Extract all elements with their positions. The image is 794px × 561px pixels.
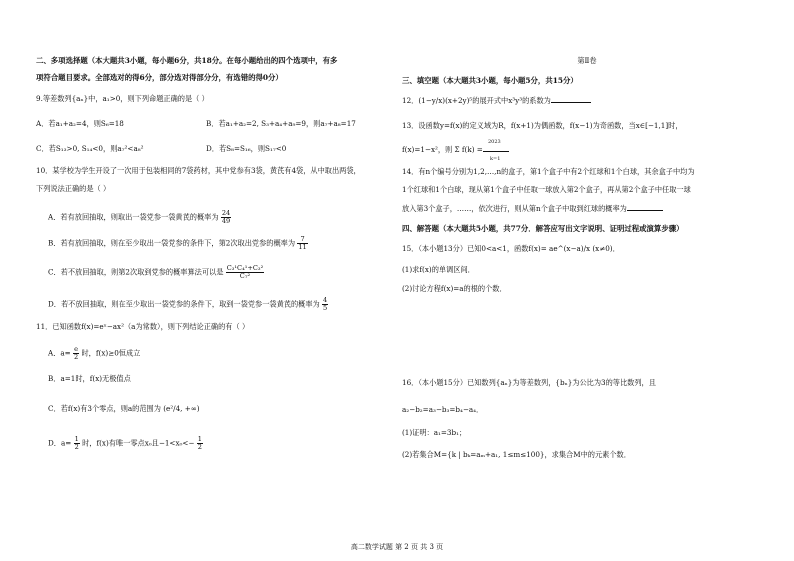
q10-d-numerator: 4 (323, 296, 328, 304)
section4-title: 四、解答题（本大题共5小题，共77分．解答应写出文字说明、证明过程或演算步骤） (402, 224, 684, 233)
q10-option-c (48, 265, 264, 280)
q11-option-b: B．a=1时，f(x)无极值点 (48, 374, 131, 383)
q10-stem-line2: 下列说法正确的是（ ） (36, 184, 111, 193)
q14-line2: 1个红球和1个白球，现从第1个盒子中任取一球放入第2个盒子，再从第2个盒子中任取一球 (402, 185, 691, 194)
q10-a-numerator: 24 (221, 209, 231, 217)
q10-b-denominator: 11 (298, 243, 307, 251)
q11-option-a-prefix: A．a= (48, 348, 71, 358)
q10-option-a-fraction (221, 210, 231, 225)
q16-condition: a₂−b₂=a₃−b₃=b₄−a₄． (402, 405, 484, 414)
q10-option-d-fraction (322, 297, 328, 312)
q13-line1: 13．设函数y=f(x)的定义域为R，f(x+1)为偶函数，f(x−1)为奇函数，当x∈[−1,1]时， (402, 121, 683, 130)
q10-option-d (48, 297, 328, 312)
section2-title-line1: 二、多项选择题（本大题共3小题，每小题6分，共18分。在每小题给出的四个选项中，有多 (36, 56, 338, 65)
q11-stem: 11．已知函数f(x)=eˣ−ax²（a为常数），则下列结论正确的有（ ） (36, 322, 250, 331)
q15-part2: (2)讨论方程f(x)=a的根的个数． (402, 284, 507, 293)
q10-option-c-text: C．若不放回抽取，则第2次取到党参的概率算法可以是 (48, 267, 224, 277)
q10-d-denominator: 5 (323, 304, 328, 312)
q13-line2 (402, 139, 509, 162)
q12 (402, 96, 591, 106)
part-two-title: 第Ⅱ卷 (577, 56, 597, 65)
q10-option-d-text: D．若不放回抽取，则在至少取出一袋党参的条件下，取到一袋党参一袋黄芪的概率为 (48, 299, 320, 309)
q11-option-d-suffix: 时，f(x)有唯一零点x₀且−1<x₀<− (82, 438, 195, 448)
q11-option-c-text: C．若f(x)有3个零点，则a的范围为 (48, 404, 161, 413)
q10-option-b (48, 236, 308, 251)
q11-option-d-fraction-2 (197, 436, 203, 451)
q11-d-numerator-2: 1 (197, 435, 202, 443)
q12-answer-blank (551, 96, 591, 103)
q9-option-b: B．若a₁+a₂=2, S₃+a₄+a₉=9，则a₇+a₈=17 (206, 119, 356, 128)
q14-text: 放入第3个盒子，……，依次进行，则从第n个盒子中取到红球的概率为 (402, 204, 627, 213)
q11-option-a (48, 346, 140, 361)
q11-option-d-prefix: D．a= (48, 438, 72, 448)
q11-option-d-fraction (74, 436, 80, 451)
q13-sum-upper-limit: 2023 (488, 139, 501, 145)
q13-text: f(x)=1−x²，则 Σ f(k) = (402, 145, 483, 154)
q11-option-c-range: (e²/4, +∞) (163, 404, 200, 413)
q11-a-numerator: e (74, 345, 79, 353)
q10-option-a-text: A．若有放回抽取，则取出一袋党参一袋黄芪的概率为 (48, 212, 219, 222)
q13-sum-lower-limit: k=1 (490, 156, 501, 162)
q10-c-numerator: C₃¹C₄¹+C₃² (226, 264, 264, 272)
q11-a-denominator: 2 (73, 353, 79, 361)
q9-option-d: D．若S₈=S₁₆，则S₁₇<0 (206, 144, 287, 153)
q11-d-numerator: 1 (74, 435, 79, 443)
q10-option-b-fraction (297, 236, 307, 251)
q14-answer-blank (627, 204, 663, 211)
q16-stem: 16．（本小题15分）已知数列{aₙ}为等差数列，{bₙ}为公比为3的等比数列，且 (402, 378, 656, 387)
q14-line1: 14．有n个编号分别为1,2,…,n的盒子，第1个盒子中有2个红球和1个白球，其余盒子中均为 (402, 167, 695, 176)
q11-option-d (48, 436, 203, 451)
q10-option-b-text: B．若有放回抽取，则在至少取出一袋党参的条件下，第2次取出党参的概率为 (48, 238, 296, 248)
q11-d-denominator: 2 (74, 443, 79, 451)
q11-d-denominator-2: 2 (197, 443, 202, 451)
q15-part1: (1)求f(x)的单调区间． (402, 265, 475, 274)
q11-option-c (48, 404, 200, 414)
q10-option-c-fraction (226, 265, 265, 280)
q10-b-numerator: 7 (297, 236, 307, 244)
section2-title-line2: 项符合题目要求。全部选对的得6分，部分选对得部分分，有选错的得0分） (36, 73, 283, 82)
q9-option-c: C．若S₁₃>0, S₁₄<0，则a₇²<a₈² (36, 144, 144, 153)
q11-option-a-suffix: 时，f(x)≥0恒成立 (81, 348, 141, 358)
q10-c-denominator: C₇² (239, 272, 251, 280)
page-footer: 高二数学试题 第 2 页 共 3 页 (350, 543, 444, 551)
q11-option-a-fraction (73, 346, 79, 361)
q16-part1: (1)证明：a₁=3b₁； (402, 428, 467, 437)
q10-a-denominator: 49 (221, 217, 231, 225)
q12-text: 12．(1−y/x)(x+2y)⁵的展开式中x³y³的系数为 (402, 96, 551, 105)
q9-option-a: A．若a₁+a₂=4，则S₆=18 (36, 119, 124, 128)
q10-stem-line1: 10．某学校为学生开设了一次用于包装相同的7袋药材，其中党参有3袋，黄芪有4袋，从中取出两袋， (36, 166, 361, 175)
q15-stem: 15．（本小题13分）已知0<a<1，函数f(x)= ae^(x−a)/x (x≠0)． (402, 244, 620, 253)
section3-title: 三、填空题（本大题共3小题，每小题5分，共15分） (402, 76, 578, 85)
q16-part2: (2)若集合M={k | bₖ=aₘ+a₁, 1≤m≤100}，求集合M中的元素个数． (402, 450, 631, 459)
q14-line3 (402, 204, 663, 214)
q9-stem: 9.等差数列{aₙ}中，a₁>0，则下列命题正确的是（ ） (36, 94, 209, 103)
q10-option-a (48, 210, 231, 225)
